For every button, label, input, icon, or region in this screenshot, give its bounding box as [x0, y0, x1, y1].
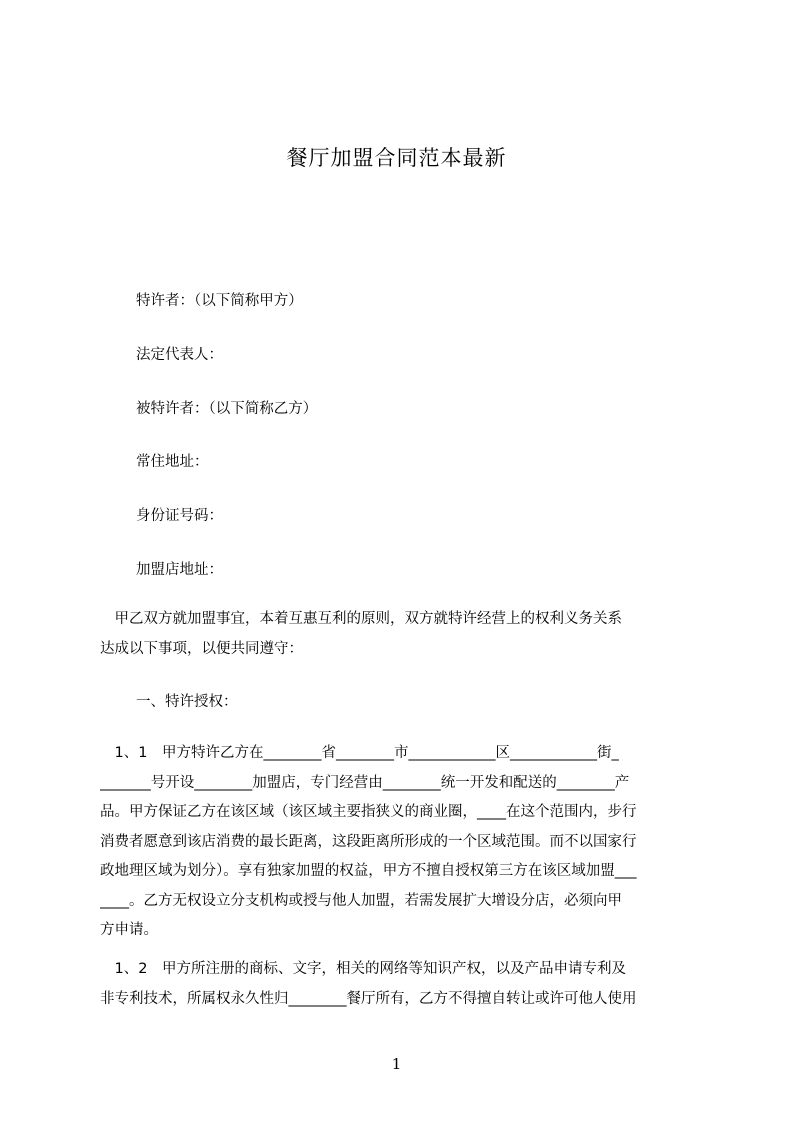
clause-line: 政地理区域为划分）。享有独家加盟的权益，甲方不擅自授权第三方在该区域加盟___: [100, 863, 637, 879]
section-heading: 一、特许授权：: [136, 694, 238, 710]
clause-line: 消费者愿意到该店消费的最长距离，这段距离所形成的一个区域范围。而不以国家行: [100, 833, 637, 850]
intro-line: 达成以下事项，以便共同遵守：: [100, 640, 303, 657]
clause-line: 1、1 甲方特许乙方在________省________市____________区____________街_: [100, 745, 619, 761]
clause-line: 品。甲方保证乙方在该区域（该区域主要指狭义的商业圈，____在这个范围内，步行: [100, 804, 637, 820]
page-number: 1: [391, 1055, 402, 1073]
clause-line: ____。乙方无权设立分支机构或授与他人加盟，若需发展扩大增设分店，必须向甲: [100, 892, 622, 909]
store-address-field: 加盟店地址：: [136, 562, 223, 578]
intro-line: 甲乙双方就加盟事宜，本着互惠互利的原则，双方就特许经营上的权利义务关系: [100, 611, 622, 627]
document-title: 餐厅加盟合同范本最新: [286, 146, 507, 170]
intro-paragraph: [100, 605, 706, 664]
clause-line: 1、2 甲方所注册的商标、文字，相关的网络等知识产权，以及产品申请专利及: [100, 961, 626, 977]
id-number-field: 身份证号码：: [136, 508, 223, 524]
clause-1-2: [100, 955, 706, 1014]
legal-representative-field: 法定代表人：: [136, 347, 223, 363]
clause-line: 方申请。: [100, 922, 158, 938]
permanent-address-field: 常住地址：: [136, 454, 209, 470]
clause-line: 非专利技术，所属权永久性归________餐厅所有，乙方不得擅自转让或许可他人使用: [100, 990, 637, 1007]
clause-line: _______号开设________加盟店，专门经营由________统一开发和配送的________产: [100, 774, 630, 791]
party-b-field: 被特许者：（以下简称乙方）: [136, 401, 318, 417]
clause-1-1: [100, 739, 706, 946]
party-a-field: 特许者：（以下简称甲方）: [136, 293, 303, 309]
